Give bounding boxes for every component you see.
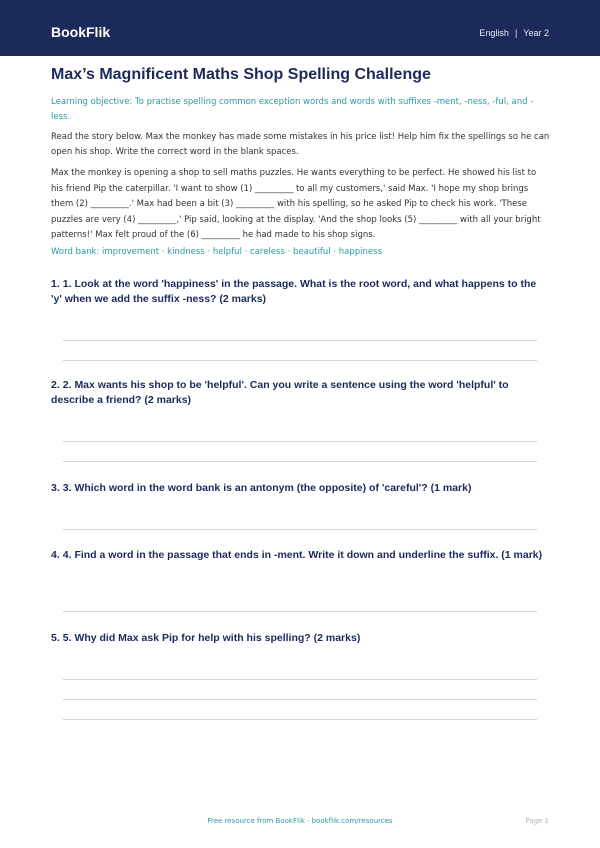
question-text: 4. Find a word in the passage that ends in -ment. Write it down and underline the suffix. (1 mark) [62, 549, 543, 561]
question-1 [51, 277, 546, 307]
question-5 [51, 631, 546, 646]
question-2 [51, 378, 546, 408]
word-bank: Word bank: improvement · kindness · helpful · careless · beautiful · happiness [51, 247, 382, 257]
question-number: 2. [51, 379, 60, 391]
worksheet-title: Max’s Magnificent Maths Shop Spelling Challenge [51, 66, 431, 83]
footer-credit[interactable]: Free resource from BookFlik · bookflik.com/resources [207, 817, 393, 825]
answer-line[interactable] [63, 611, 537, 612]
question-number: 3. [51, 482, 60, 494]
question-text: 2. Max wants his shop to be 'helpful'. Can you write a sentence using the word 'helpful' to describe a friend? (2 marks) [51, 379, 509, 406]
brand-logo[interactable]: BookFlik [51, 24, 111, 40]
question-4 [51, 548, 546, 563]
question-text: 3. Which word in the word bank is an antonym (the opposite) of 'careful'? (1 mark) [62, 482, 472, 494]
year-label: Year 2 [523, 28, 549, 38]
question-number: 5. [51, 632, 60, 644]
question-number: 4. [51, 549, 60, 561]
page-number: Page 1 [525, 817, 549, 825]
answer-line[interactable] [63, 340, 537, 341]
meta-separator: | [514, 28, 518, 38]
subject-label: English [479, 28, 509, 38]
answer-line[interactable] [63, 461, 537, 462]
answer-line[interactable] [63, 699, 537, 700]
answer-line[interactable] [63, 529, 537, 530]
answer-line[interactable] [63, 441, 537, 442]
instructions: Read the story below. Max the monkey has made some mistakes in his price list! Help him fix the spellings so he can open his shop. Write the correct word in the blank spaces. [51, 132, 550, 157]
story-passage: Max the monkey is opening a shop to sell maths puzzles. He wants everything to be perfect. He showed his list to his friend Pip the caterpillar. 'I want to show (1) _________ to all my customers,' said Max. 'I hope my shop brings them (2) _________.' Max had been a bit (3) _________ with his spelling, so he asked Pip to check his work. 'These puzzles are very (4) _________,' Pip said, looking at the display. 'And the shop looks (5) _________ with all your bright patterns!' Max felt proud of the (6) _________ he had made to his shop signs. [51, 168, 541, 240]
page-header [0, 0, 600, 56]
answer-line[interactable] [63, 679, 537, 680]
question-text: 1. Look at the word 'happiness' in the passage. What is the root word, and what happens to the 'y' when we add the suffix -ness? (2 marks) [51, 278, 537, 305]
question-text: 5. Why did Max ask Pip for help with his spelling? (2 marks) [62, 632, 361, 644]
learning-objective: Learning objective: To practise spelling common exception words and words with suffixes -ment, -ness, -ful, and -less. [51, 97, 534, 122]
header-meta [479, 26, 549, 40]
answer-line[interactable] [63, 360, 537, 361]
question-3 [51, 481, 546, 496]
question-number: 1. [51, 278, 60, 290]
answer-line[interactable] [63, 719, 537, 720]
